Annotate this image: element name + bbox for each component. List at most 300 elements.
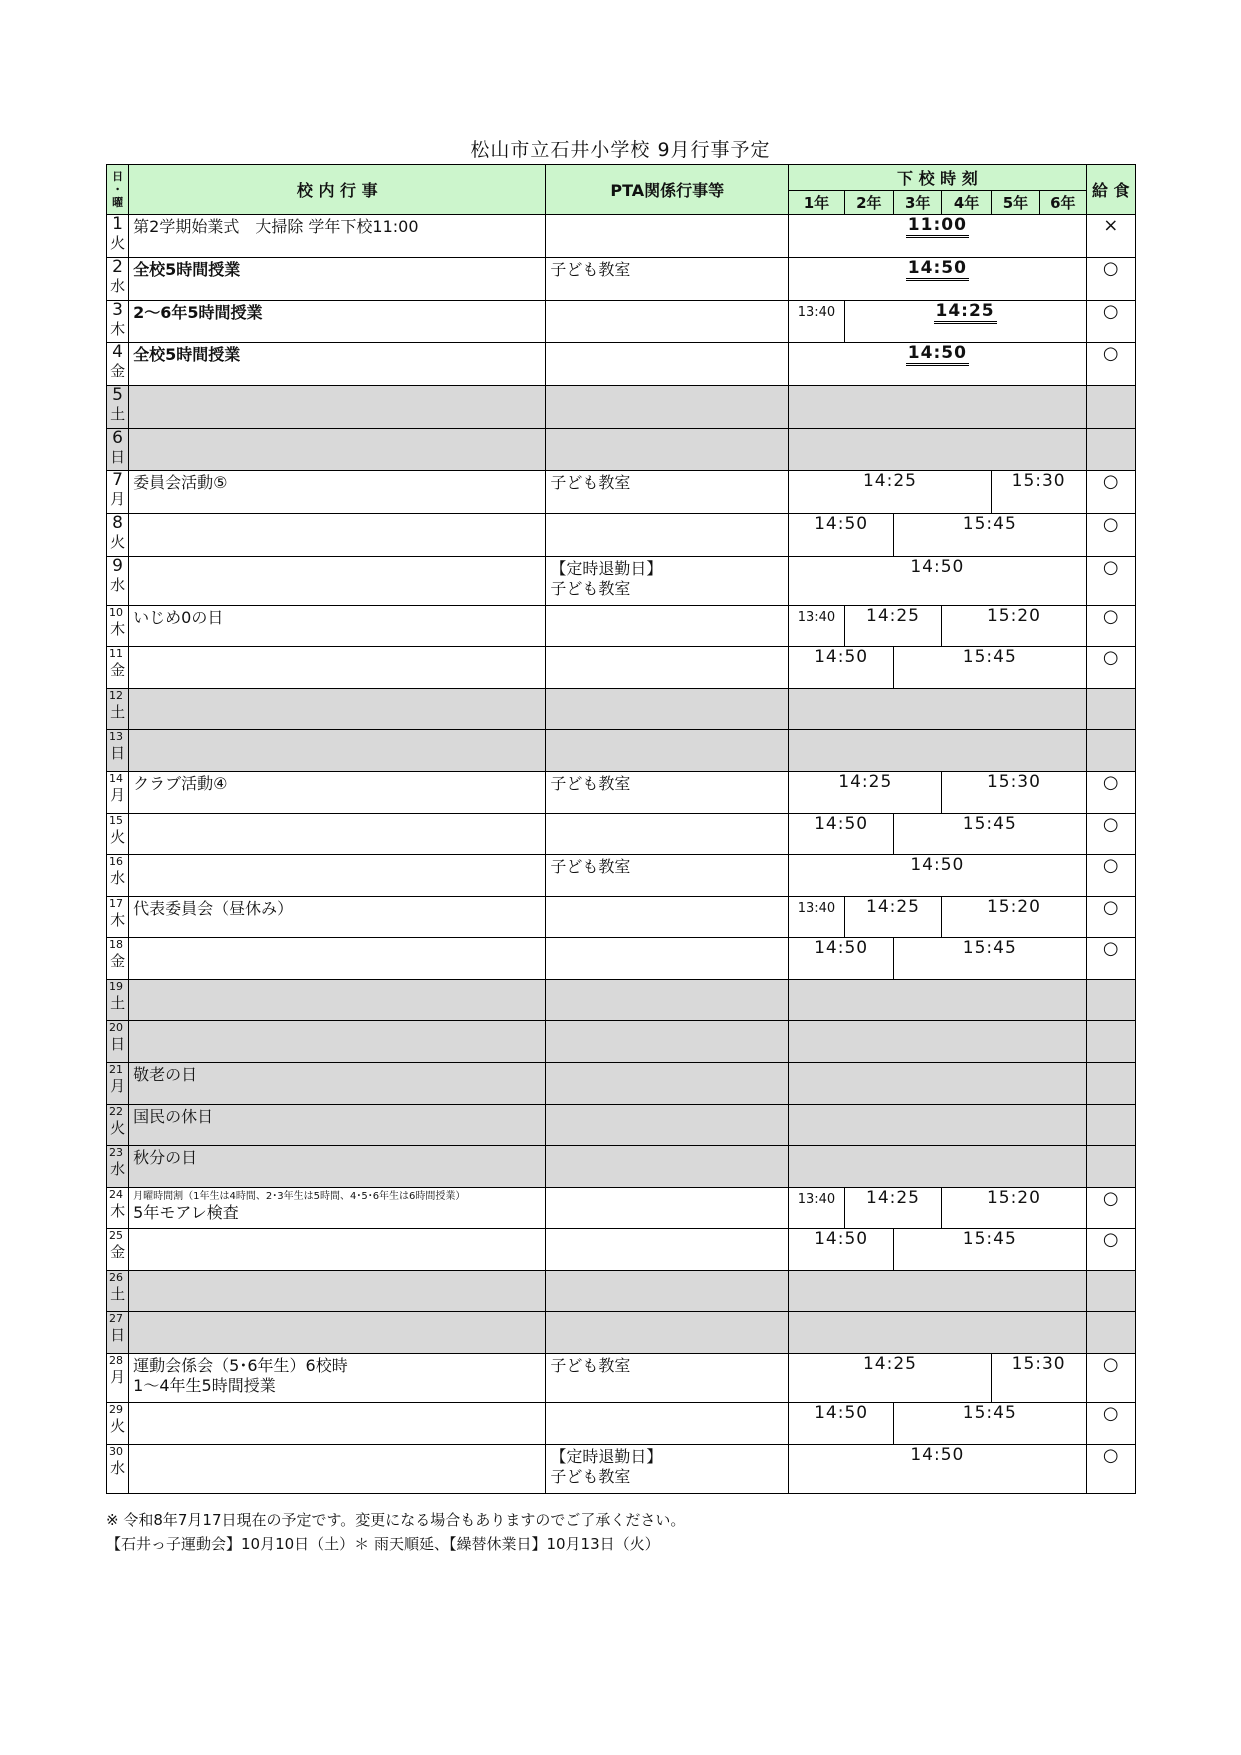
lunch-cell	[1086, 1444, 1135, 1493]
school-event-cell	[129, 605, 546, 647]
dismissal-time: 14:25	[838, 772, 893, 793]
pta-event-cell	[546, 772, 789, 814]
school-event-text: 敬老の日	[133, 1064, 198, 1084]
school-event-cell	[129, 385, 546, 428]
dismissal-time: 15:45	[962, 647, 1017, 668]
dismissal-time: 14:50	[814, 513, 869, 534]
school-event-cell	[129, 556, 546, 605]
day-cell	[107, 772, 129, 814]
schedule-row	[107, 979, 1136, 1021]
schedule-row	[107, 1104, 1136, 1146]
schedule-row	[107, 513, 1136, 556]
pta-event-cell	[546, 1104, 789, 1146]
pta-event-cell	[546, 1444, 789, 1493]
dismissal-time: 15:30	[986, 772, 1041, 793]
lunch-cell	[1086, 605, 1135, 647]
dismissal-time: 13:40	[797, 304, 836, 320]
dismissal-time-cell	[894, 647, 1087, 689]
day-number: 25	[109, 1229, 123, 1243]
lunch-cell	[1086, 556, 1135, 605]
weekday: 土	[110, 702, 126, 721]
pta-event-cell	[546, 979, 789, 1021]
header-grade-1: 1年	[789, 191, 844, 215]
lunch-cell	[1086, 1062, 1135, 1104]
day-number: 29	[109, 1403, 123, 1417]
pta-event-cell	[546, 1146, 789, 1188]
lunch-cell	[1086, 1353, 1135, 1402]
pta-event-text: 子ども教室	[550, 259, 631, 279]
dismissal-time: 15:30	[1011, 1353, 1066, 1374]
schedule-row	[107, 343, 1136, 386]
dismissal-time-cell	[894, 1403, 1087, 1445]
dismissal-time: 15:45	[962, 813, 1017, 834]
lunch-mark: ○	[1102, 855, 1119, 877]
pta-event-cell	[546, 813, 789, 855]
schedule-row	[107, 647, 1136, 689]
schedule-row	[107, 938, 1136, 980]
pta-event-text: 子ども教室	[550, 1355, 631, 1375]
dismissal-time-cell	[789, 896, 844, 938]
school-event-cell	[129, 300, 546, 343]
lunch-cell	[1086, 1104, 1135, 1146]
weekday: 火	[110, 234, 126, 253]
weekday: 火	[110, 1118, 126, 1137]
schedule-row	[107, 1403, 1136, 1445]
lunch-mark: ○	[1102, 300, 1119, 322]
lunch-cell	[1086, 1021, 1135, 1063]
lunch-mark: ○	[1102, 556, 1119, 578]
day-number: 13	[109, 730, 123, 744]
school-event-cell	[129, 1353, 546, 1402]
pta-event-cell	[546, 896, 789, 938]
dismissal-time-cell	[789, 813, 894, 855]
dismissal-time: 14:25	[862, 1353, 917, 1374]
day-number: 4	[112, 342, 123, 363]
lunch-cell	[1086, 730, 1135, 772]
day-number: 20	[109, 1021, 123, 1035]
dismissal-time: 14:25	[866, 605, 920, 626]
day-number: 10	[109, 605, 123, 619]
schedule-row	[107, 1353, 1136, 1402]
day-number: 26	[109, 1270, 123, 1284]
dismissal-time: 13:40	[797, 609, 836, 625]
dismissal-time-cell	[894, 813, 1087, 855]
day-number: 15	[109, 813, 123, 827]
weekday: 水	[110, 276, 126, 295]
schedule-row	[107, 855, 1136, 897]
lunch-mark: ○	[1102, 1229, 1119, 1251]
schedule-row	[107, 1187, 1136, 1229]
day-cell	[107, 1021, 129, 1063]
school-event-text: 2～6年5時間授業	[133, 302, 263, 322]
dismissal-time-cell	[894, 1229, 1087, 1271]
school-event-cell	[129, 1146, 546, 1188]
weekday: 日	[110, 744, 126, 763]
lunch-mark: ○	[1102, 1444, 1119, 1466]
school-event-cell	[129, 1187, 546, 1229]
pta-event-cell	[546, 1229, 789, 1271]
weekday: 日	[110, 1326, 126, 1345]
school-event-cell	[129, 730, 546, 772]
school-event-text: 国民の休日	[133, 1106, 214, 1126]
pta-event-cell	[546, 257, 789, 300]
day-cell	[107, 1270, 129, 1312]
dismissal-time: 15:20	[986, 896, 1041, 917]
lunch-cell	[1086, 1312, 1135, 1354]
schedule-row	[107, 896, 1136, 938]
lunch-mark: ○	[1102, 471, 1119, 493]
day-cell	[107, 605, 129, 647]
lunch-mark: ○	[1102, 813, 1119, 835]
dismissal-time: 15:20	[986, 605, 1041, 626]
dismissal-time-cell	[789, 343, 1086, 386]
day-cell	[107, 300, 129, 343]
weekday: 土	[110, 404, 126, 423]
day-cell	[107, 257, 129, 300]
lunch-mark: ×	[1103, 215, 1119, 237]
header-lunch: 給 食	[1086, 165, 1135, 215]
lunch-cell	[1086, 428, 1135, 471]
dismissal-time: 15:20	[986, 1187, 1041, 1208]
header-pta: PTA関係行事等	[546, 165, 789, 215]
dismissal-time-cell	[844, 605, 942, 647]
pta-event-cell	[546, 938, 789, 980]
schedule-row	[107, 1021, 1136, 1063]
lunch-cell	[1086, 300, 1135, 343]
school-event-cell	[129, 1312, 546, 1354]
lunch-mark: ○	[1102, 938, 1119, 960]
dismissal-time-cell	[789, 1444, 1086, 1493]
day-number: 28	[109, 1353, 123, 1367]
lunch-mark: ○	[1102, 343, 1119, 365]
dismissal-time-cell	[789, 605, 844, 647]
weekday: 金	[110, 362, 126, 381]
schedule-row	[107, 257, 1136, 300]
day-number: 24	[109, 1187, 123, 1201]
day-cell	[107, 647, 129, 689]
weekday: 火	[110, 827, 126, 846]
weekday: 火	[110, 532, 126, 551]
dismissal-time: 14:25	[934, 301, 997, 324]
dismissal-time: 14:25	[866, 1187, 920, 1208]
schedule-row	[107, 813, 1136, 855]
day-cell	[107, 855, 129, 897]
dismissal-time-cell	[942, 1187, 1086, 1229]
day-number: 18	[109, 938, 123, 952]
day-cell	[107, 1104, 129, 1146]
header-dismissal: 下 校 時 刻	[789, 165, 1086, 191]
dismissal-time: 15:45	[962, 938, 1017, 959]
lunch-cell	[1086, 215, 1135, 258]
school-event-cell	[129, 647, 546, 689]
day-number: 11	[109, 647, 123, 661]
header-day-1: 日	[112, 170, 124, 184]
pta-event-cell	[546, 1187, 789, 1229]
day-number: 8	[112, 513, 123, 533]
weekday: 水	[110, 1160, 126, 1179]
schedule-row	[107, 730, 1136, 772]
lunch-cell	[1086, 979, 1135, 1021]
school-event-text: クラブ活動④	[133, 774, 228, 794]
dismissal-time-cell	[789, 1146, 1086, 1188]
header-day-3: 曜	[112, 196, 124, 210]
day-cell	[107, 1353, 129, 1402]
day-number: 16	[109, 855, 123, 869]
school-event-cell	[129, 1270, 546, 1312]
dismissal-time-cell	[789, 855, 1086, 897]
lunch-mark: ○	[1102, 1403, 1119, 1425]
weekday: 水	[110, 1458, 126, 1477]
day-number: 14	[109, 772, 123, 786]
pta-event-cell	[546, 428, 789, 471]
school-event-text: 第2学期始業式 大掃除 学年下校11:00	[133, 217, 419, 237]
lunch-cell	[1086, 513, 1135, 556]
lunch-mark: ○	[1102, 772, 1119, 794]
dismissal-time: 14:25	[862, 471, 917, 492]
notes	[106, 1508, 685, 1556]
pta-event-cell	[546, 605, 789, 647]
pta-event-cell	[546, 688, 789, 730]
day-cell	[107, 343, 129, 386]
pta-event-cell	[546, 1403, 789, 1445]
dismissal-time-cell	[789, 1187, 844, 1229]
dismissal-time: 11:00	[906, 215, 969, 238]
dismissal-time-cell	[789, 556, 1086, 605]
day-cell	[107, 1444, 129, 1493]
lunch-cell	[1086, 385, 1135, 428]
weekday: 水	[110, 869, 126, 888]
lunch-cell	[1086, 855, 1135, 897]
day-cell	[107, 471, 129, 514]
dismissal-time-cell	[844, 1187, 942, 1229]
weekday: 日	[110, 447, 126, 466]
pta-event-cell	[546, 343, 789, 386]
pta-event-cell	[546, 385, 789, 428]
weekday: 金	[110, 1243, 126, 1262]
weekday: 土	[110, 1284, 126, 1303]
weekday: 日	[110, 1035, 126, 1054]
header-school-events: 校 内 行 事	[129, 165, 546, 215]
dismissal-time: 14:50	[814, 1403, 869, 1424]
schedule-row	[107, 1444, 1136, 1493]
dismissal-time: 15:45	[962, 1229, 1017, 1250]
day-number: 9	[112, 556, 123, 576]
day-cell	[107, 215, 129, 258]
weekday: 木	[110, 619, 126, 638]
day-number: 6	[112, 428, 123, 448]
day-cell	[107, 513, 129, 556]
day-number: 22	[109, 1104, 123, 1118]
day-number: 19	[109, 979, 123, 993]
dismissal-time-cell	[991, 471, 1086, 514]
dismissal-time-cell	[942, 605, 1086, 647]
school-event-cell	[129, 1104, 546, 1146]
lunch-cell	[1086, 257, 1135, 300]
day-number: 12	[109, 688, 123, 702]
dismissal-time: 13:40	[797, 1191, 836, 1207]
pta-event-text: 子ども教室	[550, 774, 631, 794]
school-event-cell	[129, 257, 546, 300]
school-event-text: 秋分の日	[133, 1148, 198, 1168]
dismissal-time: 14:25	[866, 896, 920, 917]
pta-event-cell	[546, 730, 789, 772]
school-event-cell	[129, 979, 546, 1021]
schedule-row	[107, 1229, 1136, 1271]
pta-event-cell	[546, 556, 789, 605]
dismissal-time: 14:50	[814, 1229, 869, 1250]
pta-event-cell	[546, 1270, 789, 1312]
day-cell	[107, 1062, 129, 1104]
dismissal-time-cell	[942, 772, 1086, 814]
schedule-row	[107, 300, 1136, 343]
dismissal-time-cell	[789, 471, 992, 514]
dismissal-time: 14:50	[814, 813, 869, 834]
school-event-cell	[129, 688, 546, 730]
dismissal-time-cell	[789, 772, 942, 814]
weekday: 火	[110, 1417, 126, 1436]
lunch-mark: ○	[1102, 605, 1119, 627]
schedule-row	[107, 385, 1136, 428]
day-number: 7	[112, 470, 123, 491]
lunch-cell	[1086, 688, 1135, 730]
school-event-cell	[129, 428, 546, 471]
school-event-note: 月曜時間割（1年生は4時間、2･3年生は5時間、4･5･6年生は6時間授業）	[133, 1190, 466, 1202]
school-event-cell	[129, 896, 546, 938]
dismissal-time-cell	[789, 215, 1086, 258]
schedule-row	[107, 1062, 1136, 1104]
school-event-text: 全校5時間授業	[133, 259, 241, 279]
school-event-cell	[129, 813, 546, 855]
day-cell	[107, 896, 129, 938]
lunch-mark: ○	[1102, 1353, 1119, 1375]
dismissal-time: 14:50	[906, 343, 969, 366]
lunch-mark: ○	[1102, 1187, 1119, 1209]
dismissal-time: 14:50	[814, 647, 869, 668]
day-cell	[107, 385, 129, 428]
school-event-cell	[129, 1229, 546, 1271]
pta-event-cell	[546, 215, 789, 258]
day-cell	[107, 688, 129, 730]
pta-event-cell	[546, 1021, 789, 1063]
header-grade-6: 6年	[1040, 191, 1086, 215]
day-cell	[107, 1187, 129, 1229]
dismissal-time-cell	[789, 257, 1086, 300]
school-event-cell	[129, 855, 546, 897]
school-event-text: 全校5時間授業	[133, 345, 241, 365]
day-number: 27	[109, 1312, 123, 1326]
dismissal-time-cell	[789, 513, 894, 556]
dismissal-time: 13:40	[797, 900, 836, 916]
day-cell	[107, 1229, 129, 1271]
header-day-2: ・	[112, 183, 124, 197]
dismissal-time-cell	[789, 1312, 1086, 1354]
schedule-row	[107, 772, 1136, 814]
school-event-cell	[129, 938, 546, 980]
lunch-cell	[1086, 471, 1135, 514]
schedule-row	[107, 1146, 1136, 1188]
day-number: 5	[112, 385, 123, 405]
dismissal-time-cell	[789, 1021, 1086, 1063]
weekday: 金	[110, 952, 126, 971]
lunch-mark: ○	[1102, 896, 1119, 918]
dismissal-time-cell	[789, 938, 894, 980]
day-number: 1	[112, 214, 123, 235]
lunch-cell	[1086, 647, 1135, 689]
header-day	[107, 165, 129, 215]
schedule-row	[107, 1270, 1136, 1312]
dismissal-time: 14:50	[910, 855, 965, 876]
dismissal-time-cell	[789, 428, 1086, 471]
dismissal-time-cell	[789, 1104, 1086, 1146]
dismissal-time-cell	[789, 300, 844, 343]
weekday: 月	[110, 1076, 126, 1095]
pta-event-cell	[546, 647, 789, 689]
schedule-row	[107, 556, 1136, 605]
day-cell	[107, 979, 129, 1021]
dismissal-time-cell	[789, 1353, 992, 1402]
pta-event-text: 子ども教室	[550, 473, 631, 493]
school-event-cell	[129, 215, 546, 258]
day-cell	[107, 813, 129, 855]
schedule-row	[107, 688, 1136, 730]
lunch-cell	[1086, 938, 1135, 980]
lunch-mark: ○	[1102, 513, 1119, 535]
school-event-cell	[129, 1444, 546, 1493]
dismissal-time-cell	[789, 979, 1086, 1021]
lunch-cell	[1086, 1270, 1135, 1312]
weekday: 月	[110, 1367, 126, 1386]
dismissal-time: 14:50	[910, 1444, 965, 1465]
dismissal-time: 14:50	[910, 556, 965, 577]
weekday: 月	[110, 786, 126, 805]
day-number: 30	[109, 1444, 123, 1458]
school-event-text: いじめ0の日	[133, 607, 224, 627]
header-grade-4: 4年	[942, 191, 991, 215]
school-event-cell	[129, 1403, 546, 1445]
school-event-cell	[129, 1062, 546, 1104]
schedule-row	[107, 1312, 1136, 1354]
school-event-cell	[129, 471, 546, 514]
lunch-cell	[1086, 1187, 1135, 1229]
dismissal-time-cell	[789, 1270, 1086, 1312]
dismissal-time-cell	[894, 938, 1087, 980]
dismissal-time: 15:45	[962, 513, 1017, 534]
dismissal-time-cell	[942, 896, 1086, 938]
day-number: 17	[109, 896, 123, 910]
lunch-mark: ○	[1102, 647, 1119, 669]
schedule-table	[106, 164, 1136, 1494]
dismissal-time: 14:50	[906, 258, 969, 281]
pta-event-cell	[546, 300, 789, 343]
dismissal-time-cell	[789, 385, 1086, 428]
weekday: 金	[110, 661, 126, 680]
day-cell	[107, 730, 129, 772]
day-cell	[107, 1312, 129, 1354]
header-grade-2: 2年	[844, 191, 893, 215]
lunch-cell	[1086, 1146, 1135, 1188]
day-number: 21	[109, 1062, 123, 1076]
header-grade-3: 3年	[894, 191, 942, 215]
school-event-cell	[129, 343, 546, 386]
lunch-cell	[1086, 813, 1135, 855]
day-number: 23	[109, 1146, 123, 1160]
dismissal-time-cell	[789, 688, 1086, 730]
weekday: 水	[110, 575, 126, 594]
dismissal-time-cell	[789, 1229, 894, 1271]
dismissal-time-cell	[789, 730, 1086, 772]
dismissal-time-cell	[789, 1403, 894, 1445]
note-1: ※ 令和8年7月17日現在の予定です。変更になる場合もありますのでご了承ください。	[106, 1511, 686, 1529]
